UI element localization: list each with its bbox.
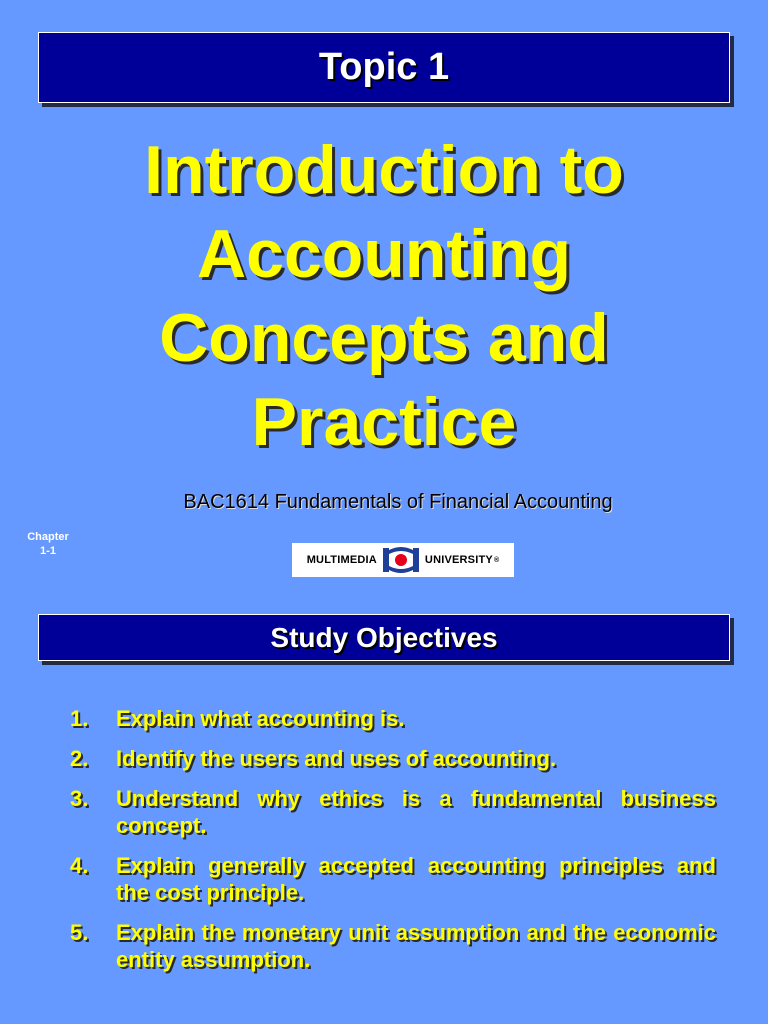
list-item <box>70 785 716 839</box>
university-emblem-icon <box>381 546 421 574</box>
topic-banner <box>38 32 730 103</box>
title-line-3: Concepts and <box>159 300 609 376</box>
list-item <box>70 705 716 732</box>
university-logo <box>292 543 514 577</box>
item-number: 2. <box>70 746 89 771</box>
chapter-marker <box>16 530 80 558</box>
chapter-label: Chapter <box>27 531 69 543</box>
item-number: 5. <box>70 920 89 945</box>
item-text: Identify the users and uses of accounting. <box>116 746 557 771</box>
item-text: Explain generally accepted accounting principles and the cost principle. <box>116 853 716 905</box>
logo-text-left: MULTIMEDIA <box>306 554 377 566</box>
title-line-2: Accounting <box>197 216 571 292</box>
course-name: BAC1614 Fundamentals of Financial Accounting <box>183 491 613 513</box>
chapter-number: 1-1 <box>40 545 56 557</box>
title-line-4: Practice <box>251 384 517 460</box>
objectives-list <box>70 705 716 986</box>
item-text: Explain what accounting is. <box>116 706 405 731</box>
item-number: 3. <box>70 786 89 811</box>
item-number: 1. <box>70 706 89 731</box>
item-text: Understand why ethics is a fundamental business concept. <box>116 786 716 838</box>
study-objectives-banner <box>38 614 730 661</box>
list-item <box>70 745 716 772</box>
item-number: 4. <box>70 853 89 878</box>
main-title <box>0 128 768 464</box>
list-item <box>70 852 716 906</box>
list-item <box>70 919 716 973</box>
logo-text-right: UNIVERSITY <box>424 554 493 566</box>
registered-mark: ® <box>493 556 500 564</box>
topic-label: Topic 1 <box>318 46 450 88</box>
item-text: Explain the monetary unit assumption and the economic entity assumption. <box>116 920 716 972</box>
section-title: Study Objectives <box>270 622 498 653</box>
title-line-1: Introduction to <box>144 132 624 208</box>
